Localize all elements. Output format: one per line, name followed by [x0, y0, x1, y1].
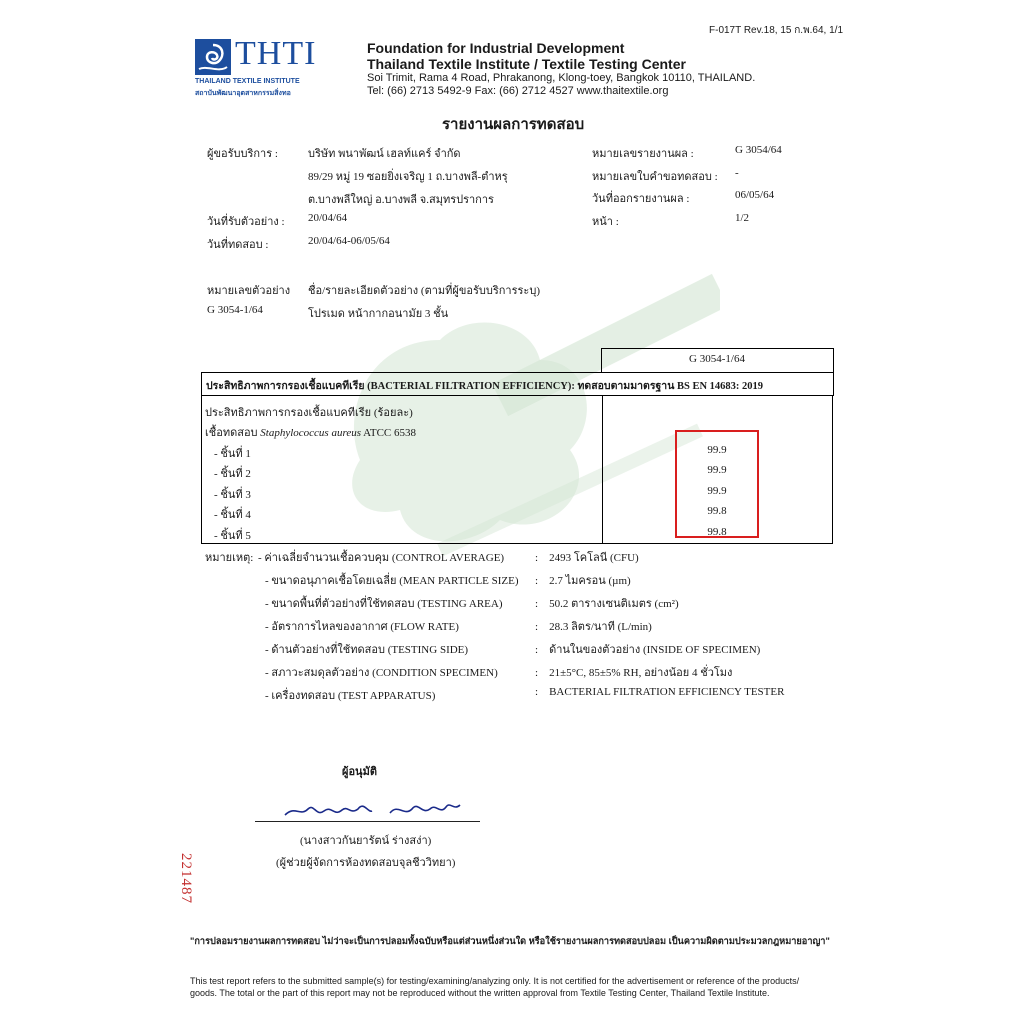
sample-desc-header: ชื่อ/รายละเอียดตัวอย่าง (ตามที่ผู้ขอรับบริการระบุ) [308, 285, 540, 297]
received-date: 20/04/64 [308, 212, 348, 224]
specimen-5-value: 99.8 [707, 526, 727, 538]
approver-label: ผู้อนุมัติ [342, 766, 377, 778]
footer-line-1: This test report refers to the submitted sample(s) for testing/examining/analyzing only. It is not certified for the advertisement or reference of the products/ [190, 976, 800, 986]
remark-name-7: - เครื่องทดสอบ (TEST APPARATUS) [265, 690, 436, 702]
request-no: - [735, 167, 739, 179]
remark-value-4: : 28.3 ลิตร/นาที (L/min) [535, 621, 652, 633]
specimen-1-value: 99.9 [707, 444, 727, 456]
request-no-label: หมายเลขใบคำขอทดสอบ : [592, 171, 718, 183]
remarks-label: หมายเหตุ: [205, 552, 254, 564]
sample-no-header: หมายเลขตัวอย่าง [207, 285, 291, 297]
sample-description: โปรเมด หน้ากากอนามัย 3 ชั้น [308, 308, 449, 320]
test-date: 20/04/64-06/05/64 [308, 235, 390, 247]
org-line2: Thailand Textile Institute / Textile Testing Center [367, 56, 686, 72]
organism-name: Staphylococcus aureus [260, 427, 361, 439]
form-code: F-017T Rev.18, 15 ก.พ.64, 1/1 [709, 25, 844, 36]
approver-position: (ผู้ช่วยผู้จัดการห้องทดสอบจุลชีววิทยา) [276, 857, 456, 869]
org-address: Soi Trimit, Rama 4 Road, Phrakanong, Klong-toey, Bangkok 10110, THAILAND. [367, 72, 756, 84]
remark-value-1-text: 2493 โคโลนี (CFU) [549, 552, 639, 564]
specimen-2-label: - ชิ้นที่ 2 [214, 468, 251, 480]
client-address-1: 89/29 หมู่ 19 ซอยยิ่งเจริญ 1 ถ.บางพลี-ตำหรุ [308, 171, 508, 183]
footer-line-2: goods. The total or the part of this report may not be reproduced without the written approval from Textile Testing Center, Thailand Textile Institute. [190, 988, 770, 998]
organism-prefix: เชื้อทดสอบ [205, 427, 261, 439]
remark-value-6: : 21±5°C, 85±5% RH, อย่างน้อย 4 ชั่วโมง [535, 667, 733, 679]
specimen-2-value: 99.9 [707, 464, 727, 476]
issue-date-label: วันที่ออกรายงานผล : [592, 193, 690, 205]
issue-date: 06/05/64 [735, 189, 775, 201]
thti-logo [195, 35, 320, 99]
report-no: G 3054/64 [735, 144, 782, 156]
legal-warning: "การปลอมรายงานผลการทดสอบ ไม่ว่าจะเป็นการปลอมทั้งฉบับหรือแต่ส่วนหนึ่งส่วนใด หรือใช้รายงานผลการทดสอบปลอม เป็นความผิดตามประมวลกฎหมายอาญา" [190, 936, 830, 946]
specimen-1-label: - ชิ้นที่ 1 [214, 448, 251, 460]
highlight-box [675, 430, 759, 538]
page-number: 1/2 [735, 212, 750, 224]
sample-no: G 3054-1/64 [207, 304, 263, 316]
logo-text: THTI [235, 35, 317, 72]
remark-value-3: : 50.2 ตารางเซนติเมตร (cm²) [535, 598, 679, 610]
page-title: รายงานผลการทดสอบ [442, 117, 585, 133]
test-organism [205, 423, 416, 441]
signature-line [255, 821, 480, 822]
thti-emblem-icon [195, 39, 231, 75]
logo-subtitle-th: สถาบันพัฒนาอุตสาหกรรมสิ่งทอ [195, 90, 291, 97]
remark-value-5: : ด้านในของตัวอย่าง (INSIDE OF SPECIMEN) [535, 644, 761, 656]
remark-value-3-text: 50.2 ตารางเซนติเมตร (cm²) [549, 598, 679, 610]
parameter-label: ประสิทธิภาพการกรองเชื้อแบคทีเรีย (ร้อยละ) [205, 407, 413, 419]
client-label: ผู้ขอรับบริการ : [207, 148, 278, 160]
logo-subtitle-en: THAILAND TEXTILE INSTITUTE [195, 78, 300, 85]
remark-name-3: - ขนาดพื้นที่ตัวอย่างที่ใช้ทดสอบ (TESTING AREA) [265, 598, 503, 610]
received-date-label: วันที่รับตัวอย่าง : [207, 216, 285, 228]
client-address-2: ต.บางพลีใหญ่ อ.บางพลี จ.สมุทรปราการ [308, 194, 494, 206]
org-line1: Foundation for Industrial Development [367, 40, 625, 56]
remark-value-2: : 2.7 ไมครอน (µm) [535, 575, 631, 587]
remark-name-4: - อัตราการไหลของอากาศ (FLOW RATE) [265, 621, 459, 633]
org-contact: Tel: (66) 2713 5492-9 Fax: (66) 2712 4527 www.thaitextile.org [367, 85, 669, 97]
remark-value-4-text: 28.3 ลิตร/นาที (L/min) [549, 621, 652, 633]
specimen-4-label: - ชิ้นที่ 4 [214, 509, 251, 521]
serial-number: 221487 [178, 853, 194, 904]
remark-name-1: - ค่าเฉลี่ยจำนวนเชื้อควบคุม (CONTROL AVERAGE) [258, 552, 505, 564]
remark-value-2-text: 2.7 ไมครอน (µm) [549, 575, 631, 587]
remark-name-5: - ด้านตัวอย่างที่ใช้ทดสอบ (TESTING SIDE) [265, 644, 469, 656]
column-header: G 3054-1/64 [689, 353, 745, 365]
remark-value-6-text: 21±5°C, 85±5% RH, อย่างน้อย 4 ชั่วโมง [549, 667, 733, 679]
remark-name-6: - สภาวะสมดุลตัวอย่าง (CONDITION SPECIMEN) [265, 667, 498, 679]
remark-value-5-text: ด้านในของตัวอย่าง (INSIDE OF SPECIMEN) [549, 644, 761, 656]
section-title: ประสิทธิภาพการกรองเชื้อแบคทีเรีย (BACTERIAL FILTRATION EFFICIENCY): ทดสอบตามมาตรฐาน BS EN 14683: 2019 [206, 381, 764, 392]
specimen-3-value: 99.9 [707, 485, 727, 497]
specimen-3-label: - ชิ้นที่ 3 [214, 489, 251, 501]
approver-name: (นางสาวกันยารัตน์ ร่างสง่า) [300, 835, 432, 847]
remark-value-7-text: BACTERIAL FILTRATION EFFICIENCY TESTER [549, 686, 785, 698]
client-name: บริษัท พนาพัฒน์ เฮลท์แคร์ จำกัด [308, 148, 461, 160]
remark-value-1: : 2493 โคโลนี (CFU) [535, 552, 639, 564]
remark-name-2: - ขนาดอนุภาคเชื้อโดยเฉลี่ย (MEAN PARTICLE SIZE) [265, 575, 519, 587]
remark-value-7: : BACTERIAL FILTRATION EFFICIENCY TESTER [535, 686, 785, 698]
organism-suffix: ATCC 6538 [361, 427, 417, 439]
report-no-label: หมายเลขรายงานผล : [592, 148, 694, 160]
test-date-label: วันที่ทดสอบ : [207, 239, 269, 251]
page-label: หน้า : [592, 216, 619, 228]
specimen-5-label: - ชิ้นที่ 5 [214, 530, 251, 542]
specimen-4-value: 99.8 [707, 505, 727, 517]
